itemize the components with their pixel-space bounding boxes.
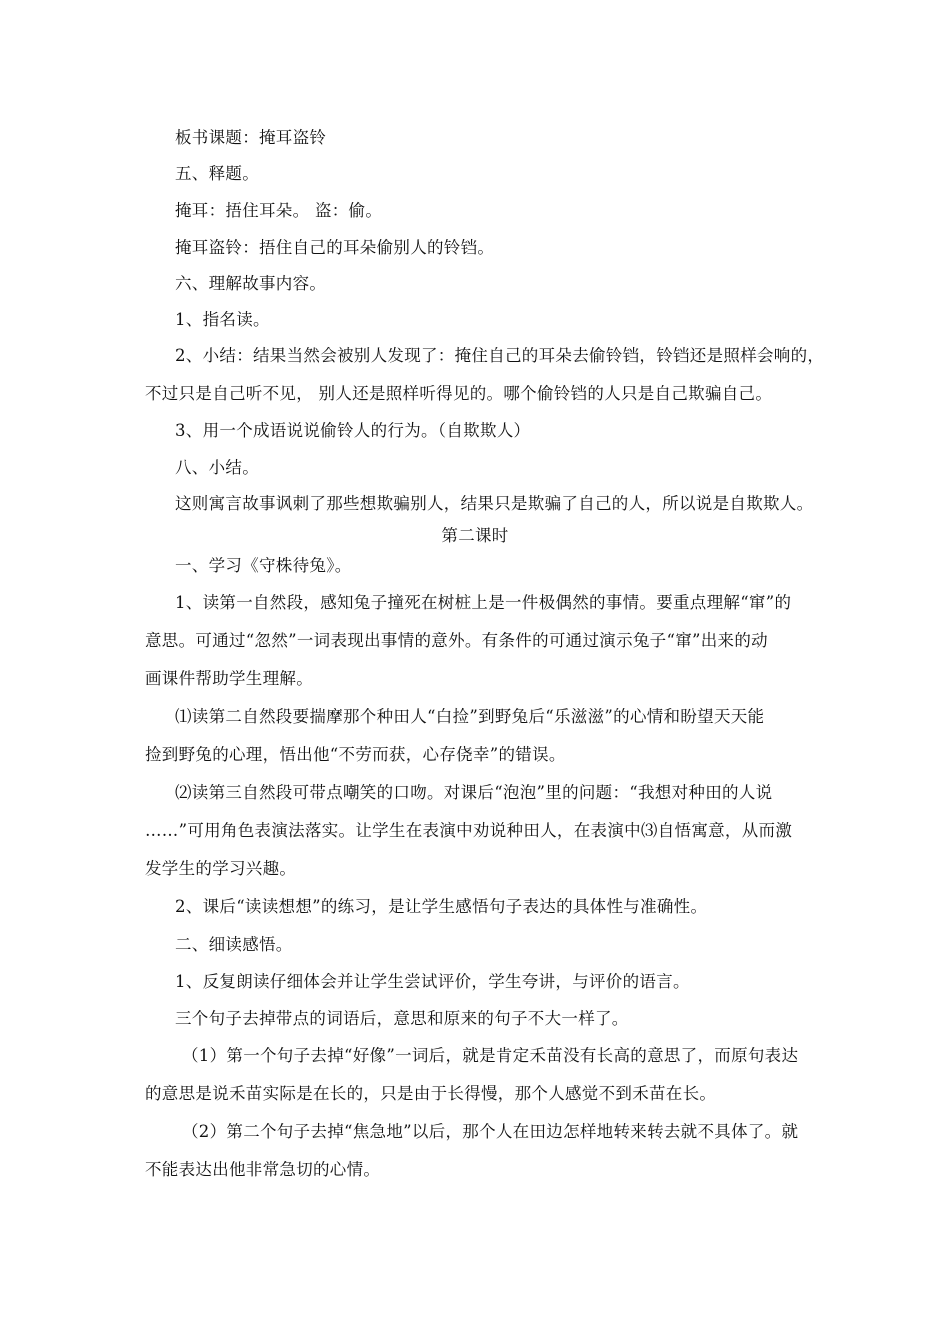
paragraph-line: （1）第一个句子去掉“好像”一词后，就是肯定禾苗没有长高的意思了，而原句表达 xyxy=(182,1046,799,1065)
paragraph-line: ……”可用角色表演法落实。让学生在表演中劝说种田人，在表演中⑶自悟寓意，从而激 xyxy=(145,821,793,840)
lesson-heading: 第二课时 xyxy=(441,526,509,545)
paragraph-line: 3、用一个成语说说偷铃人的行为。（自欺欺人） xyxy=(175,421,531,440)
paragraph-line: 画课件帮助学生理解。 xyxy=(145,669,313,688)
paragraph-line: 1、读第一自然段，感知兔子撞死在树桩上是一件极偶然的事情。要重点理解“窜”的 xyxy=(175,593,792,612)
paragraph-line: 掩耳盗铃：捂住自己的耳朵偷别人的铃铛。 xyxy=(175,238,495,257)
board-title-line: 板书课题：掩耳盗铃 xyxy=(175,128,327,147)
paragraph-line: 不能表达出他非常急切的心情。 xyxy=(145,1160,381,1179)
paragraph-line: （2）第二个句子去掉“焦急地”以后，那个人在田边怎样地转来转去就不具体了。就 xyxy=(182,1122,799,1141)
paragraph-line: 2、课后“读读想想”的练习，是让学生感悟句子表达的具体性与准确性。 xyxy=(175,897,708,916)
section-heading: 二、细读感悟。 xyxy=(175,935,293,954)
paragraph-line: 这则寓言故事讽刺了那些想欺骗别人，结果只是欺骗了自己的人，所以说是自欺欺人。 xyxy=(175,494,814,513)
paragraph-line: 三个句子去掉带点的词语后，意思和原来的句子不大一样了。 xyxy=(175,1009,629,1028)
paragraph-line: 捡到野兔的心理，悟出他“不劳而获，心存侥幸”的错误。 xyxy=(145,745,566,764)
paragraph-line: 发学生的学习兴趣。 xyxy=(145,859,297,878)
paragraph-line: 2、小结：结果当然会被别人发现了：掩住自己的耳朵去偷铃铛，铃铛还是照样会响的， xyxy=(175,346,825,365)
paragraph-line: 1、指名读。 xyxy=(175,310,270,329)
paragraph-line: 的意思是说禾苗实际是在长的，只是由于长得慢，那个人感觉不到禾苗在长。 xyxy=(145,1084,717,1103)
paragraph-line: ⑵读第三自然段可带点嘲笑的口吻。对课后“泡泡”里的问题：“我想对种田的人说 xyxy=(175,783,773,802)
section-heading: 六、理解故事内容。 xyxy=(175,274,327,293)
paragraph-line: ⑴读第二自然段要揣摩那个种田人“白捡”到野兔后“乐滋滋”的心情和盼望天天能 xyxy=(175,707,765,726)
section-heading: 一、学习《守株待兔》。 xyxy=(175,556,352,575)
paragraph-line: 1、反复朗读仔细体会并让学生尝试评价，学生夸讲，与评价的语言。 xyxy=(175,972,690,991)
paragraph-line: 意思。可通过“忽然”一词表现出事情的意外。有条件的可通过演示兔子“窜”出来的动 xyxy=(145,631,768,650)
paragraph-line: 掩耳：捂住耳朵。 盗：偷。 xyxy=(175,201,383,220)
paragraph-line: 不过只是自己听不见， 别人还是照样听得见的。哪个偷铃铛的人只是自己欺骗自己。 xyxy=(145,384,773,403)
section-heading: 五、释题。 xyxy=(175,164,259,183)
section-heading: 八、小结。 xyxy=(175,458,259,477)
